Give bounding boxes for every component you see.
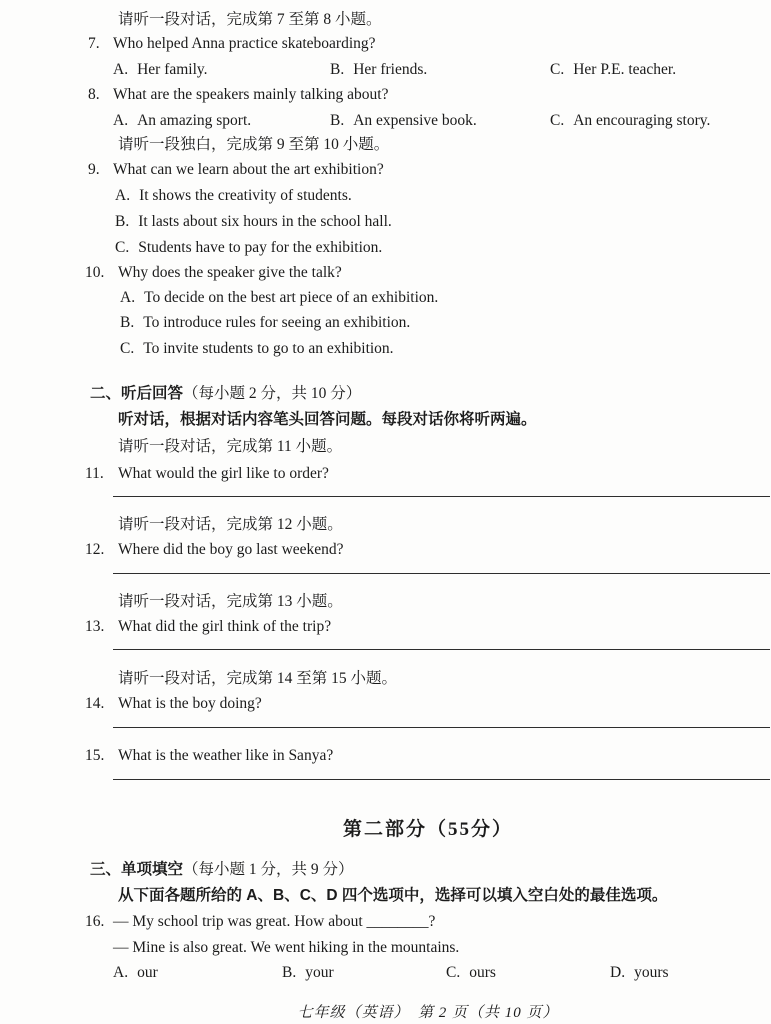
option-a: A. our [113,964,158,981]
question-10 [0,261,771,285]
question-9-option-a [0,184,771,208]
option-d: D. yours [610,964,669,981]
question-16-line-2 [0,936,771,960]
question-text-line-1: — My school trip was great. How about ________? [113,913,436,930]
answer-line-13 [113,649,770,650]
option-b: B. It lasts about six hours in the school hall. [115,213,392,230]
option-a: A. It shows the creativity of students. [115,187,352,204]
question-text: What is the boy doing? [118,695,262,712]
question-number: 14. [85,695,105,712]
question-9 [0,158,771,182]
question-text: What would the girl like to order? [118,465,329,482]
section-title: 二、听后回答 [90,385,184,402]
question-number: 11. [85,465,104,482]
section-3-heading [0,858,771,882]
question-number: 13. [85,618,105,635]
option-b: B. To introduce rules for seeing an exhibition. [120,314,411,331]
option-c: C. Her P.E. teacher. [550,61,677,78]
option-c: C. Students have to pay for the exhibition. [115,239,383,256]
question-number: 12. [85,541,105,558]
question-text: What are the speakers mainly talking about? [113,86,389,103]
intro-text: 请听一段对话，完成第 13 小题。 [118,593,343,610]
question-number: 8. [88,86,100,103]
question-number: 16. [85,913,105,930]
question-number: 15. [85,747,105,764]
option-b: B. An expensive book. [330,112,477,129]
question-7-options [0,58,771,82]
question-text-line-2: — Mine is also great. We went hiking in the mountains. [113,939,460,956]
question-9-option-b [0,210,771,234]
answer-line-12 [113,573,770,574]
answer-line-14 [113,727,770,728]
section-2-instruction [0,408,771,432]
question-number: 10. [85,264,105,281]
question-10-option-a [0,286,771,310]
question-text: Why does the speaker give the talk? [118,264,342,281]
answer-line-11 [113,496,770,497]
part-2-heading: 第二部分（55分） [342,819,513,840]
question-16 [0,910,771,934]
question-13 [0,615,771,639]
question-number: 9. [88,161,100,178]
option-a: A. To decide on the best art piece of an exhibition. [120,289,439,306]
instruction-text: 从下面各题所给的 A、B、C、D 四个选项中，选择可以填入空白处的最佳选项。 [118,887,668,904]
intro-text: 请听一段对话，完成第 7 至第 8 小题。 [118,11,382,28]
section-score: （每小题 2 分，共 10 分） [183,385,362,402]
question-12 [0,538,771,562]
question-7 [0,32,771,56]
intro-text: 请听一段对话，完成第 11 小题。 [118,438,343,455]
intro-text: 请听一段独白，完成第 9 至第 10 小题。 [118,136,390,153]
part-2-heading-row [85,816,771,844]
question-number: 7. [88,35,100,52]
section-title: 三、单项填空 [90,861,184,878]
page-footer-row [85,1001,771,1024]
option-b: B. Her friends. [330,61,428,78]
option-a: A. An amazing sport. [113,112,252,129]
question-text: Where did the boy go last weekend? [118,541,344,558]
question-11 [0,462,771,486]
section-3-instruction [0,884,771,908]
listening-intro-14-15 [0,667,771,691]
instruction-text: 听对话，根据对话内容笔头回答问题。每段对话你将听两遍。 [118,411,537,428]
option-a: A. Her family. [113,61,208,78]
listening-intro-12 [0,513,771,537]
option-b: B. your [282,964,334,981]
intro-text: 请听一段对话，完成第 14 至第 15 小题。 [118,670,398,687]
listening-intro-9-10 [0,133,771,157]
answer-line-15 [113,779,770,780]
question-8-options [0,109,771,133]
question-10-option-c [0,337,771,361]
option-c: C. ours [446,964,496,981]
question-16-options [0,961,771,985]
listening-intro-7-8 [0,0,771,28]
page-footer: 七年级（英语） 第 2 页（共 10 页） [297,1005,559,1021]
question-text: Who helped Anna practice skateboarding? [113,35,376,52]
section-score: （每小题 1 分，共 9 分） [183,861,354,878]
section-2-heading [0,382,771,406]
question-14 [0,692,771,716]
question-text: What can we learn about the art exhibition? [113,161,384,178]
question-text: What is the weather like in Sanya? [118,747,334,764]
listening-intro-13 [0,590,771,614]
question-9-option-c [0,236,771,260]
question-text: What did the girl think of the trip? [118,618,332,635]
option-c: C. An encouraging story. [550,112,711,129]
listening-intro-11 [0,435,771,459]
intro-text: 请听一段对话，完成第 12 小题。 [118,516,343,533]
question-8 [0,83,771,107]
question-10-option-b [0,311,771,335]
option-c: C. To invite students to go to an exhibition. [120,340,394,357]
question-15 [0,744,771,768]
